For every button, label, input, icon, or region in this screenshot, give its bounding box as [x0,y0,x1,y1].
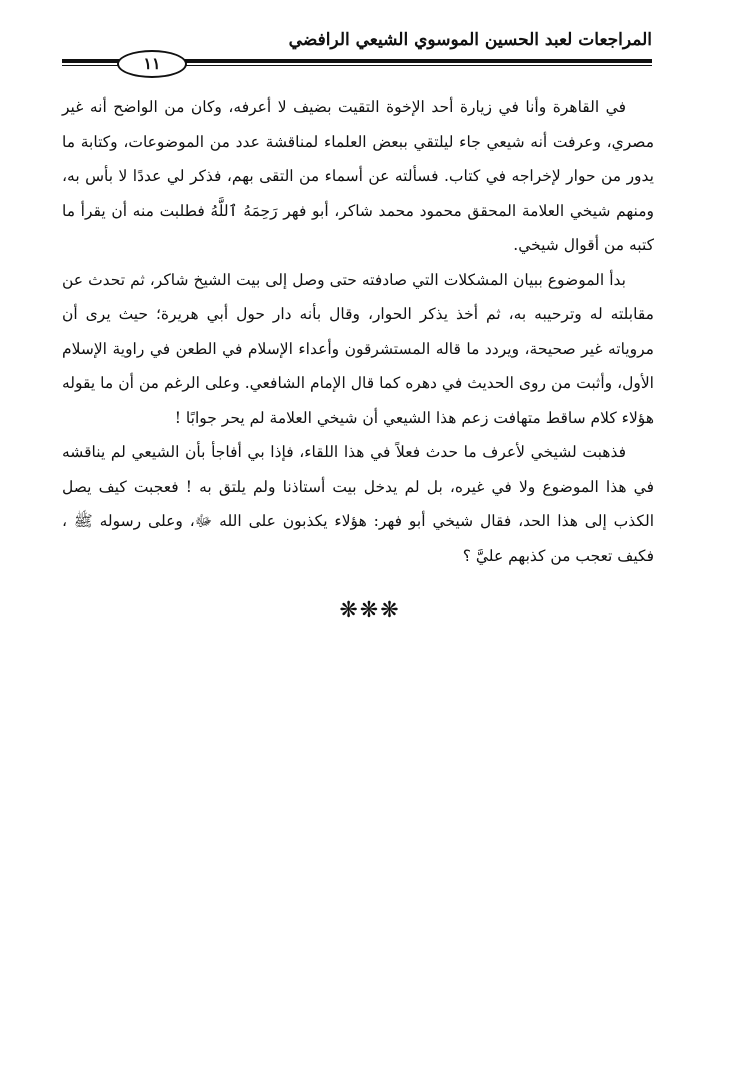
body-text [62,90,654,573]
paragraph-2: بدأ الموضوع ببيان المشكلات التي صادفته حتى وصل إلى بيت الشيخ شاكر، ثم تحدث عن مقابلته له وترحيبه به، ثم أخذ يذكر الحوار، وقال بأنه دار حول أبي هريرة؛ حيث يرى أن مروياته غير صحيحة، ويردد ما قاله المستشرقون وأعداء الإسلام في الطعن في راوية الإسلام الأول، وأثبت من روى الحديث في دهره كما قال الإمام الشافعي. وعلى الرغم من أن ما يقوله هؤلاء كلام ساقط متهافت زعم هذا الشيعي أن شيخي العلامة لم يحر جوابًا ! [62,270,654,427]
paragraph-1: في القاهرة وأنا في زيارة أحد الإخوة التقيت بضيف لا أعرفه، وكان من الواضح أنه غير مصري، وعرفت أنه شيعي جاء ليلتقي ببعض العلماء لمناقشة عدد من الموضوعات، وكتابة ما يدور من حوار لإخراجه في كتاب. فسألته عن أسماء من التقى بهم، فذكر لي عددًا لا بأس به، ومنهم شيخي العلامة المحقق محمود محمد شاكر، أبو فهر رَحِمَهُ ٱللَّهُ فطلبت منه أن يقرأ ما كتبه من أقوال شيخي. [62,98,654,254]
page-number: ١١ [117,50,187,78]
page-header [62,22,652,72]
running-header-title: المراجعات لعبد الحسين الموسوي الشيعي الرافضي [288,30,652,50]
paragraph-3: فذهبت لشيخي لأعرف ما حدث فعلاً في هذا اللقاء، فإذا بي أفاجأ بأن الشيعي لم يناقشه في هذا الموضوع ولا في غيره، بل لم يدخل بيت أستاذنا ولم يلتق به ! فعجبت كيف يصل الكذب إلى هذا الحد، فقال شيخي أبو فهر: هؤلاء يكذبون على الله ﷻ، وعلى رسوله ﷺ ، فكيف تعجب من كذبهم عليَّ ؟ [62,443,654,565]
section-ornament: ❋❋❋ [339,598,401,623]
